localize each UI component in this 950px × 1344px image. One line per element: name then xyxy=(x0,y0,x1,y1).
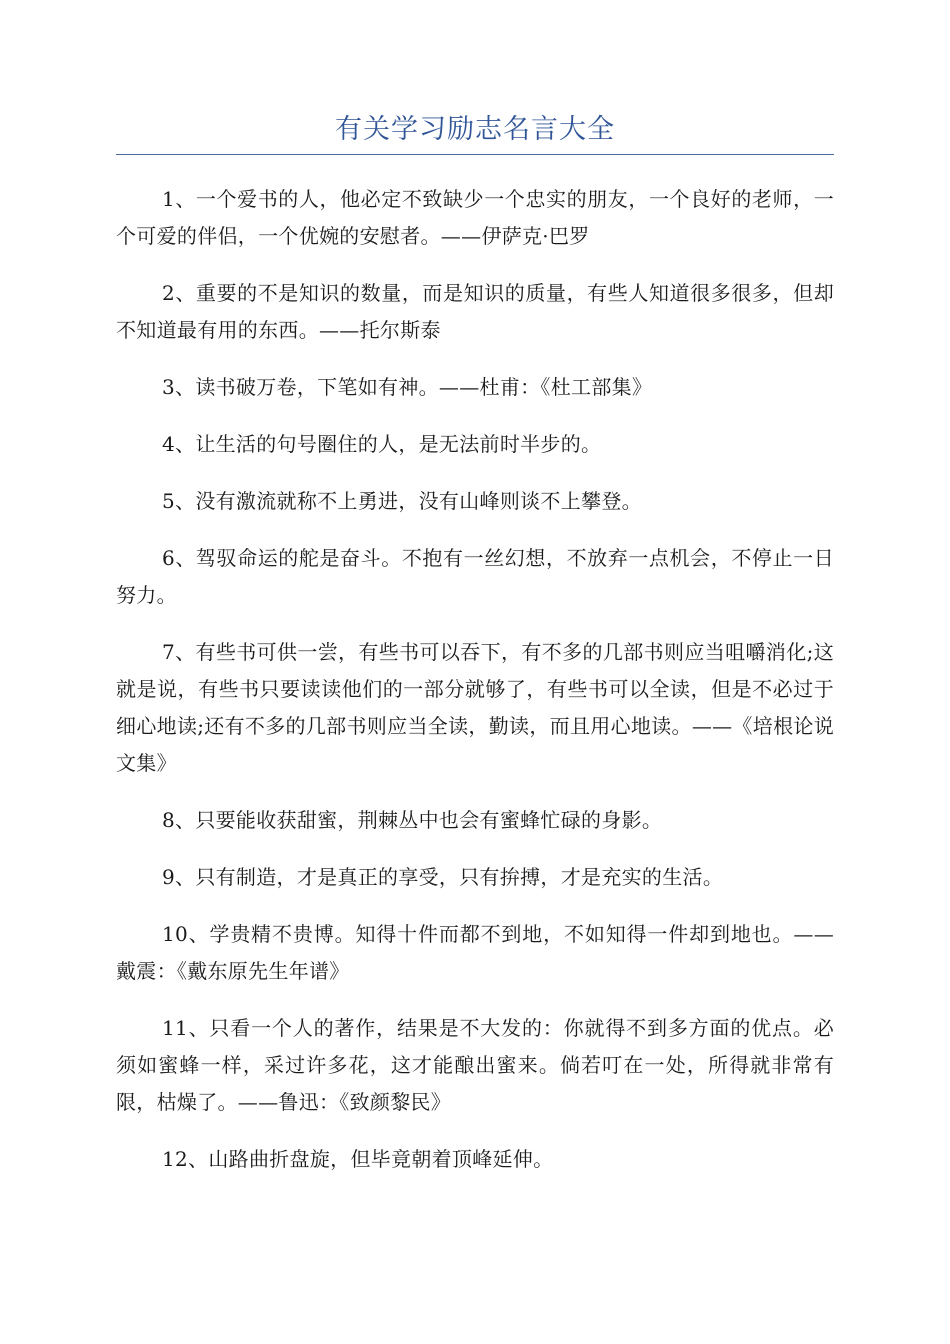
quote-paragraph-10: 10、学贵精不贵博。知得十件而都不到地，不如知得一件却到地也。——戴震：《戴东原先生年谱》 xyxy=(116,922,834,983)
quote-paragraph-4: 4、让生活的句号圈住的人，是无法前时半步的。 xyxy=(162,432,602,456)
quote-paragraph-3: 3、读书破万卷，下笔如有神。——杜甫：《杜工部集》 xyxy=(162,375,653,399)
quote-paragraph-2: 2、重要的不是知识的数量，而是知识的质量，有些人知道很多很多，但却不知道最有用的东西。——托尔斯泰 xyxy=(116,281,834,342)
quote-paragraph-1: 1、一个爱书的人，他必定不致缺少一个忠实的朋友，一个良好的老师，一个可爱的伴侣，一个优婉的安慰者。——伊萨克·巴罗 xyxy=(116,187,834,248)
quote-paragraph-8: 8、只要能收获甜蜜，荆棘丛中也会有蜜蜂忙碌的身影。 xyxy=(162,808,663,832)
document-title: 有关学习励志名言大全 xyxy=(335,114,615,145)
quote-paragraph-6: 6、驾驭命运的舵是奋斗。不抱有一丝幻想，不放弃一点机会，不停止一日努力。 xyxy=(116,546,834,607)
quote-list xyxy=(116,181,834,1178)
quote-paragraph-11: 11、只看一个人的著作，结果是不大发的：你就得不到多方面的优点。必须如蜜蜂一样，采过许多花，这才能酿出蜜来。倘若叮在一处，所得就非常有限，枯燥了。——鲁迅：《致颜黎民》 xyxy=(116,1016,834,1114)
document-page xyxy=(116,110,834,1198)
quote-paragraph-7: 7、有些书可供一尝，有些书可以吞下，有不多的几部书则应当咀嚼消化;这就是说，有些书只要读读他们的一部分就够了，有些书可以全读，但是不必过于细心地读;还有不多的几部书则应当全读，勤读，而且用心地读。——《培根论说文集》 xyxy=(116,640,834,775)
quote-paragraph-5: 5、没有激流就称不上勇进，没有山峰则谈不上攀登。 xyxy=(162,489,642,513)
quote-paragraph-9: 9、只有制造，才是真正的享受，只有拚搏，才是充实的生活。 xyxy=(162,865,724,889)
quote-paragraph-12: 12、山路曲折盘旋，但毕竟朝着顶峰延伸。 xyxy=(162,1147,554,1171)
title-block xyxy=(116,110,834,155)
